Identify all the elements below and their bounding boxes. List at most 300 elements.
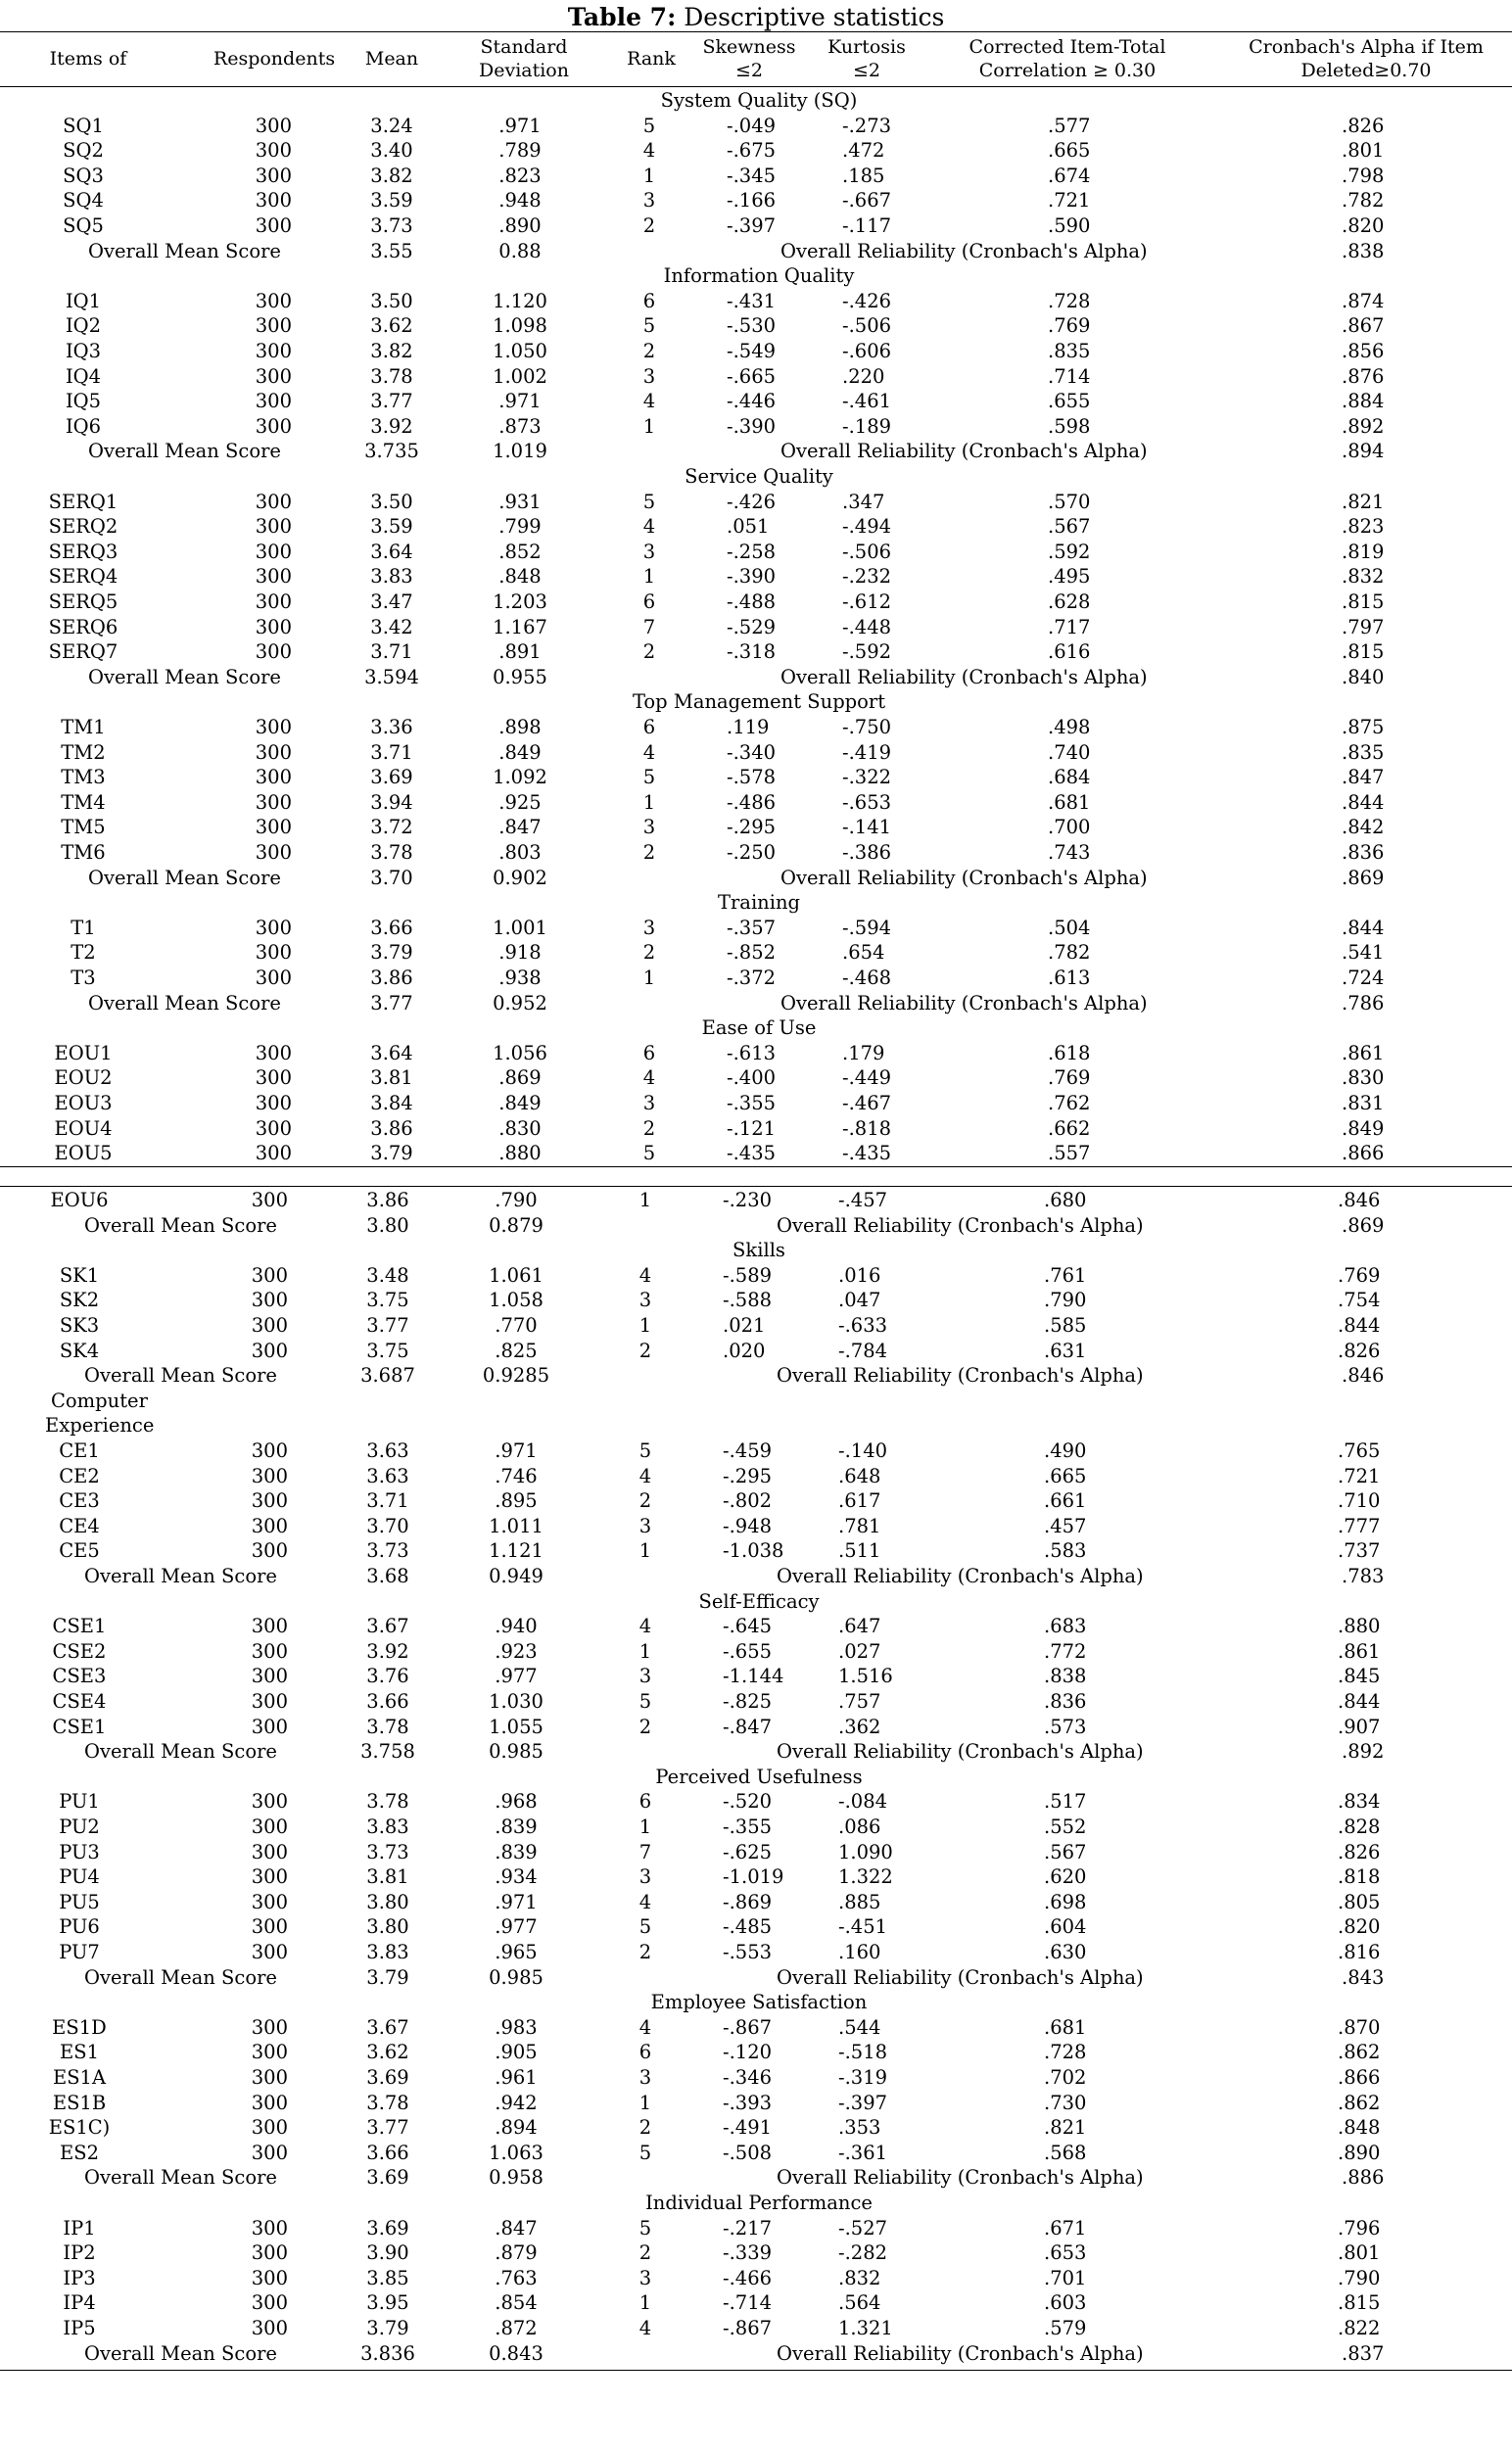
overall-sd-value: 0.985: [489, 1740, 543, 1764]
cell-std-deviation: .934: [495, 1865, 538, 1889]
page-break-rule-1: [0, 1166, 1512, 1167]
cell-alpha-if-deleted: .874: [1342, 289, 1385, 312]
overall-row: [0, 1363, 1512, 1389]
cell-mean: 3.81: [370, 1066, 413, 1090]
cell-std-deviation: .839: [495, 1815, 538, 1838]
header-kurtosis-line2: ≤2: [852, 60, 880, 81]
overall-mean-value: 3.79: [366, 1965, 409, 1989]
cell-alpha-if-deleted: .816: [1338, 1941, 1381, 1963]
section-heading-line2: Experience: [45, 1414, 155, 1438]
cell-item-total-correlation: .671: [1044, 2216, 1087, 2240]
table-row: [0, 2040, 1512, 2065]
cell-alpha-if-deleted: .861: [1338, 1639, 1381, 1663]
cell-rank: 6: [638, 1790, 652, 1814]
section-heading: Training: [717, 891, 801, 915]
cell-kurtosis: -.449: [842, 1066, 892, 1090]
overall-sd-value: 0.88: [498, 239, 542, 262]
cell-kurtosis: -.140: [838, 1439, 888, 1462]
table-row: [0, 2091, 1512, 2116]
overall-reliability-label: Overall Reliability (Cronbach's Alpha): [780, 239, 1148, 262]
cell-item-total-correlation: .590: [1048, 214, 1091, 237]
overall-mean-value: 3.594: [364, 665, 419, 688]
table-row: [0, 1339, 1512, 1364]
cell-item: SQ5: [63, 214, 104, 237]
cell-respondents: 300: [251, 2041, 288, 2064]
section-heading: Employee Satisfaction: [650, 1991, 868, 2014]
cell-skewness: -.488: [727, 590, 777, 613]
cell-mean: 3.77: [366, 1314, 409, 1337]
cell-alpha-if-deleted: .815: [1342, 590, 1385, 613]
cell-rank: 7: [642, 615, 656, 638]
cell-mean: 3.64: [370, 540, 413, 563]
cell-mean: 3.79: [366, 2317, 409, 2339]
cell-mean: 3.78: [366, 2091, 409, 2114]
cell-std-deviation: .770: [495, 1314, 538, 1337]
cell-skewness: -.295: [727, 816, 777, 839]
cell-item-total-correlation: .567: [1048, 515, 1091, 539]
cell-std-deviation: .983: [495, 2015, 538, 2039]
cell-respondents: 300: [255, 590, 292, 613]
table-row: [0, 1438, 1512, 1464]
cell-alpha-if-deleted: .822: [1338, 2317, 1381, 2339]
cell-kurtosis: -.322: [842, 766, 892, 789]
cell-item: SERQ1: [48, 490, 118, 513]
cell-std-deviation: .905: [495, 2041, 538, 2064]
cell-std-deviation: .977: [495, 1915, 538, 1939]
header-respondents: Respondents: [213, 48, 336, 70]
cell-item: SK4: [59, 1339, 100, 1362]
cell-mean: 3.64: [370, 1041, 413, 1064]
cell-mean: 3.77: [370, 390, 413, 413]
cell-item-total-correlation: .620: [1044, 1865, 1087, 1889]
table-row: [0, 2266, 1512, 2291]
cell-item-total-correlation: .680: [1044, 1189, 1087, 1211]
cell-skewness: -.802: [723, 1489, 773, 1513]
overall-mean-label: Overall Mean Score: [88, 866, 281, 889]
cell-respondents: 300: [251, 1840, 288, 1863]
section-heading: Service Quality: [685, 465, 833, 488]
cell-item: EOU5: [54, 1142, 113, 1165]
cell-item-total-correlation: .740: [1048, 740, 1091, 764]
cell-skewness: -.578: [727, 766, 777, 789]
cell-skewness: -.588: [723, 1289, 773, 1312]
cell-skewness: .119: [727, 716, 770, 738]
cell-rank: 2: [638, 1941, 652, 1963]
cell-item-total-correlation: .573: [1044, 1715, 1087, 1738]
section-heading-row: [0, 1589, 1512, 1615]
cell-alpha-if-deleted: .710: [1338, 1489, 1381, 1513]
cell-std-deviation: .849: [498, 1092, 542, 1114]
cell-mean: 3.50: [370, 289, 413, 312]
cell-alpha-if-deleted: .819: [1342, 540, 1385, 563]
cell-alpha-if-deleted: .777: [1338, 1514, 1381, 1537]
cell-item-total-correlation: .604: [1044, 1915, 1087, 1939]
section-heading-row: [0, 1765, 1512, 1790]
cell-item-total-correlation: .790: [1044, 1289, 1087, 1312]
cell-rank: 1: [638, 1815, 652, 1838]
cell-skewness: -.491: [723, 2116, 773, 2140]
cell-respondents: 300: [251, 1439, 288, 1462]
cell-mean: 3.59: [370, 189, 413, 212]
cell-rank: 3: [642, 540, 656, 563]
cell-item: PU3: [59, 1840, 100, 1863]
cell-skewness: -.529: [727, 615, 777, 638]
cell-item-total-correlation: .598: [1048, 414, 1091, 438]
cell-mean: 3.79: [370, 1142, 413, 1165]
cell-skewness: -.613: [727, 1041, 777, 1064]
cell-respondents: 300: [251, 2116, 288, 2140]
cell-std-deviation: 1.063: [489, 2141, 543, 2164]
cell-respondents: 300: [251, 2317, 288, 2339]
cell-rank: 4: [642, 1066, 656, 1090]
cell-kurtosis: .220: [842, 364, 885, 388]
cell-rank: 7: [638, 1840, 652, 1863]
cell-alpha-if-deleted: .831: [1342, 1092, 1385, 1114]
cell-std-deviation: .790: [495, 1189, 538, 1211]
cell-std-deviation: 1.058: [489, 1289, 543, 1312]
table-row: [0, 615, 1512, 640]
table-bottom-rule: [0, 2370, 1512, 2371]
cell-item-total-correlation: .728: [1048, 289, 1091, 312]
cell-item: TM5: [61, 816, 106, 839]
cell-item: IQ2: [65, 314, 102, 338]
cell-respondents: 300: [251, 2066, 288, 2089]
cell-std-deviation: .789: [498, 139, 542, 163]
cell-respondents: 300: [251, 1615, 288, 1638]
table-row: [0, 1940, 1512, 1965]
cell-kurtosis: -.612: [842, 590, 892, 613]
cell-alpha-if-deleted: .801: [1338, 2241, 1381, 2265]
cell-skewness: -.867: [723, 2015, 773, 2039]
section-heading-row: [0, 1015, 1512, 1041]
cell-alpha-if-deleted: .820: [1338, 1915, 1381, 1939]
table-row: [0, 1263, 1512, 1289]
cell-respondents: 300: [255, 1142, 292, 1165]
cell-rank: 4: [642, 390, 656, 413]
cell-rank: 5: [642, 1142, 656, 1165]
cell-std-deviation: .879: [495, 2241, 538, 2265]
cell-rank: 2: [642, 640, 656, 664]
cell-kurtosis: -.397: [838, 2091, 888, 2114]
table-row: [0, 540, 1512, 565]
cell-rank: 5: [642, 114, 656, 137]
cell-item: T2: [71, 941, 96, 965]
section-heading-row: [0, 1413, 1512, 1438]
cell-rank: 3: [638, 2266, 652, 2289]
cell-kurtosis: -.451: [838, 1915, 888, 1939]
cell-std-deviation: .839: [495, 1840, 538, 1863]
cell-rank: 1: [638, 2291, 652, 2315]
cell-skewness: -.549: [727, 340, 777, 362]
cell-kurtosis: -.750: [842, 716, 892, 738]
overall-row: [0, 2165, 1512, 2191]
cell-item: TM6: [61, 841, 106, 864]
cell-alpha-if-deleted: .844: [1338, 1690, 1381, 1713]
cell-kurtosis: -.457: [838, 1189, 888, 1211]
cell-item: CE5: [59, 1539, 100, 1563]
table-row: [0, 966, 1512, 991]
cell-alpha-if-deleted: .836: [1342, 841, 1385, 864]
cell-item-total-correlation: .616: [1048, 640, 1091, 664]
cell-item-total-correlation: .498: [1048, 716, 1091, 738]
cell-item-total-correlation: .702: [1044, 2066, 1087, 2089]
cell-skewness: -.655: [723, 1639, 773, 1663]
cell-rank: 5: [642, 490, 656, 513]
cell-item-total-correlation: .835: [1048, 340, 1091, 362]
cell-kurtosis: .654: [842, 941, 885, 965]
table-row: [0, 790, 1512, 816]
section-heading-row: [0, 890, 1512, 916]
cell-alpha-if-deleted: .890: [1338, 2141, 1381, 2164]
section-heading-line1: Computer: [51, 1389, 148, 1412]
cell-alpha-if-deleted: .820: [1342, 214, 1385, 237]
table-row: [0, 1514, 1512, 1539]
overall-alpha-value: .837: [1342, 2341, 1385, 2365]
overall-row: [0, 1965, 1512, 1991]
cell-rank: 3: [638, 2066, 652, 2089]
section-heading-row: [0, 1990, 1512, 2015]
cell-item: ES1D: [52, 2015, 107, 2039]
cell-rank: 5: [638, 1915, 652, 1939]
cell-alpha-if-deleted: .801: [1342, 139, 1385, 163]
table-row: [0, 715, 1512, 740]
cell-mean: 3.92: [370, 414, 413, 438]
cell-item-total-correlation: .714: [1048, 364, 1091, 388]
overall-sd-value: 0.985: [489, 1965, 543, 1989]
overall-alpha-value: .869: [1342, 1213, 1385, 1237]
cell-respondents: 300: [251, 1514, 288, 1537]
cell-item-total-correlation: .613: [1048, 967, 1091, 989]
overall-mean-value: 3.836: [360, 2341, 415, 2365]
cell-respondents: 300: [255, 414, 292, 438]
cell-kurtosis: -.506: [842, 540, 892, 563]
header-mean: Mean: [364, 48, 419, 70]
table-row: [0, 1864, 1512, 1890]
cell-respondents: 300: [251, 1263, 288, 1287]
cell-respondents: 300: [255, 565, 292, 589]
cell-std-deviation: 1.203: [493, 590, 547, 613]
cell-skewness: -.867: [723, 2317, 773, 2339]
cell-kurtosis: -.592: [842, 640, 892, 664]
cell-item-total-correlation: .577: [1048, 114, 1091, 137]
cell-rank: 4: [638, 1890, 652, 1913]
cell-kurtosis: .016: [838, 1263, 881, 1287]
overall-alpha-value: .894: [1342, 440, 1385, 463]
cell-respondents: 300: [255, 790, 292, 814]
cell-item-total-correlation: .628: [1048, 590, 1091, 613]
overall-row: [0, 665, 1512, 690]
cell-item-total-correlation: .655: [1048, 390, 1091, 413]
table-row: [0, 389, 1512, 414]
cell-alpha-if-deleted: .870: [1338, 2015, 1381, 2039]
cell-skewness: -.459: [723, 1439, 773, 1462]
section-heading-row: [0, 689, 1512, 715]
cell-skewness: .020: [723, 1339, 766, 1362]
cell-respondents: 300: [251, 2216, 288, 2240]
cell-rank: 4: [642, 740, 656, 764]
cell-mean: 3.94: [370, 790, 413, 814]
header-skewness-line1: Skewness: [702, 36, 796, 58]
cell-item-total-correlation: .769: [1048, 314, 1091, 338]
overall-mean-value: 3.70: [370, 866, 413, 889]
cell-std-deviation: 1.055: [489, 1715, 543, 1738]
cell-kurtosis: .347: [842, 490, 885, 513]
header-items: Items of: [49, 48, 127, 70]
table-row: [0, 1664, 1512, 1689]
cell-skewness: -.486: [727, 790, 777, 814]
cell-alpha-if-deleted: .842: [1342, 816, 1385, 839]
table-row: [0, 2065, 1512, 2091]
cell-mean: 3.77: [366, 2116, 409, 2140]
cell-kurtosis: -.141: [842, 816, 892, 839]
header-bottom-rule: [0, 86, 1512, 87]
cell-std-deviation: .799: [498, 515, 542, 539]
cell-respondents: 300: [255, 967, 292, 989]
cell-item-total-correlation: .457: [1044, 1514, 1087, 1537]
cell-mean: 3.75: [366, 1339, 409, 1362]
cell-rank: 5: [638, 2141, 652, 2164]
cell-std-deviation: .891: [498, 640, 542, 664]
cell-rank: 4: [642, 515, 656, 539]
overall-reliability-label: Overall Reliability (Cronbach's Alpha): [780, 991, 1148, 1014]
overall-alpha-value: .843: [1342, 1965, 1385, 1989]
cell-item-total-correlation: .665: [1044, 1464, 1087, 1487]
cell-mean: 3.42: [370, 615, 413, 638]
cell-rank: 2: [638, 2116, 652, 2140]
cell-std-deviation: .938: [498, 967, 542, 989]
cell-mean: 3.95: [366, 2291, 409, 2315]
cell-item-total-correlation: .674: [1048, 164, 1091, 187]
cell-respondents: 300: [251, 1189, 288, 1211]
cell-alpha-if-deleted: .892: [1342, 414, 1385, 438]
table-row: [0, 1890, 1512, 1915]
cell-item-total-correlation: .681: [1048, 790, 1091, 814]
cell-rank: 1: [642, 565, 656, 589]
cell-kurtosis: .885: [838, 1890, 881, 1913]
cell-skewness: -.120: [723, 2041, 773, 2064]
cell-kurtosis: .648: [838, 1464, 881, 1487]
cell-item: ES2: [60, 2141, 99, 2164]
cell-std-deviation: .823: [498, 164, 542, 187]
cell-kurtosis: .353: [838, 2116, 881, 2140]
cell-item-total-correlation: .782: [1048, 941, 1091, 965]
overall-mean-value: 3.69: [366, 2166, 409, 2190]
cell-rank: 4: [638, 1263, 652, 1287]
table-row: [0, 339, 1512, 364]
overall-reliability-label: Overall Reliability (Cronbach's Alpha): [777, 1565, 1144, 1587]
cell-alpha-if-deleted: .737: [1338, 1539, 1381, 1563]
cell-skewness: -.372: [727, 967, 777, 989]
cell-rank: 1: [638, 1639, 652, 1663]
cell-respondents: 300: [255, 816, 292, 839]
cell-item: TM2: [61, 740, 106, 764]
table-row: [0, 164, 1512, 189]
table-row: [0, 815, 1512, 840]
cell-rank: 3: [642, 364, 656, 388]
cell-mean: 3.71: [370, 740, 413, 764]
cell-item-total-correlation: .701: [1044, 2266, 1087, 2289]
table-row: [0, 740, 1512, 766]
table-row: [0, 1538, 1512, 1564]
cell-std-deviation: .925: [498, 790, 542, 814]
cell-item-total-correlation: .661: [1044, 1489, 1087, 1513]
overall-reliability-label: Overall Reliability (Cronbach's Alpha): [777, 1213, 1144, 1237]
cell-mean: 3.79: [370, 941, 413, 965]
cell-std-deviation: .977: [495, 1665, 538, 1688]
table-row: [0, 916, 1512, 941]
cell-respondents: 300: [255, 364, 292, 388]
cell-item: IQ3: [65, 340, 102, 362]
cell-mean: 3.92: [366, 1639, 409, 1663]
cell-alpha-if-deleted: .826: [1338, 1339, 1381, 1362]
table-row: [0, 364, 1512, 390]
table-row: [0, 114, 1512, 139]
cell-respondents: 300: [251, 1665, 288, 1688]
table-row: [0, 1639, 1512, 1665]
cell-alpha-if-deleted: .866: [1342, 1142, 1385, 1165]
cell-rank: 2: [638, 1339, 652, 1362]
table-row: [0, 2115, 1512, 2141]
cell-alpha-if-deleted: .847: [1342, 766, 1385, 789]
cell-mean: 3.73: [370, 214, 413, 237]
cell-skewness: -.485: [723, 1915, 773, 1939]
cell-mean: 3.78: [370, 364, 413, 388]
cell-item-total-correlation: .769: [1048, 1066, 1091, 1090]
cell-std-deviation: 1.056: [493, 1041, 547, 1064]
section-heading-row: [0, 2191, 1512, 2216]
table-row: [0, 1141, 1512, 1166]
cell-rank: 2: [642, 214, 656, 237]
cell-std-deviation: 1.098: [493, 314, 547, 338]
overall-row: [0, 2341, 1512, 2367]
overall-alpha-value: .869: [1342, 866, 1385, 889]
cell-mean: 3.59: [370, 515, 413, 539]
cell-mean: 3.71: [366, 1489, 409, 1513]
cell-std-deviation: .849: [498, 740, 542, 764]
table-row: [0, 1116, 1512, 1142]
cell-item: IP3: [63, 2266, 96, 2289]
cell-rank: 1: [638, 1314, 652, 1337]
cell-mean: 3.70: [366, 1514, 409, 1537]
overall-sd-value: 0.958: [489, 2166, 543, 2190]
cell-alpha-if-deleted: .846: [1338, 1189, 1381, 1211]
table-row: [0, 1488, 1512, 1514]
overall-mean-value: 3.55: [370, 239, 413, 262]
cell-respondents: 300: [255, 515, 292, 539]
cell-std-deviation: .931: [498, 490, 542, 513]
cell-skewness: -1.038: [723, 1539, 784, 1563]
overall-alpha-value: .840: [1342, 665, 1385, 688]
cell-item: ES1B: [52, 2091, 107, 2114]
cell-std-deviation: 1.001: [493, 916, 547, 939]
cell-std-deviation: .869: [498, 1066, 542, 1090]
cell-item-total-correlation: .717: [1048, 615, 1091, 638]
cell-mean: 3.86: [370, 967, 413, 989]
cell-mean: 3.63: [366, 1439, 409, 1462]
cell-rank: 2: [642, 841, 656, 864]
cell-alpha-if-deleted: .862: [1338, 2041, 1381, 2064]
cell-kurtosis: -.189: [842, 414, 892, 438]
cell-mean: 3.66: [370, 916, 413, 939]
overall-sd-value: 0.955: [493, 665, 547, 688]
cell-std-deviation: .971: [495, 1439, 538, 1462]
cell-respondents: 300: [255, 164, 292, 187]
cell-skewness: -1.144: [723, 1665, 784, 1688]
cell-item: CSE2: [52, 1639, 107, 1663]
table-row: [0, 2240, 1512, 2266]
cell-alpha-if-deleted: .907: [1338, 1715, 1381, 1738]
cell-respondents: 300: [255, 189, 292, 212]
